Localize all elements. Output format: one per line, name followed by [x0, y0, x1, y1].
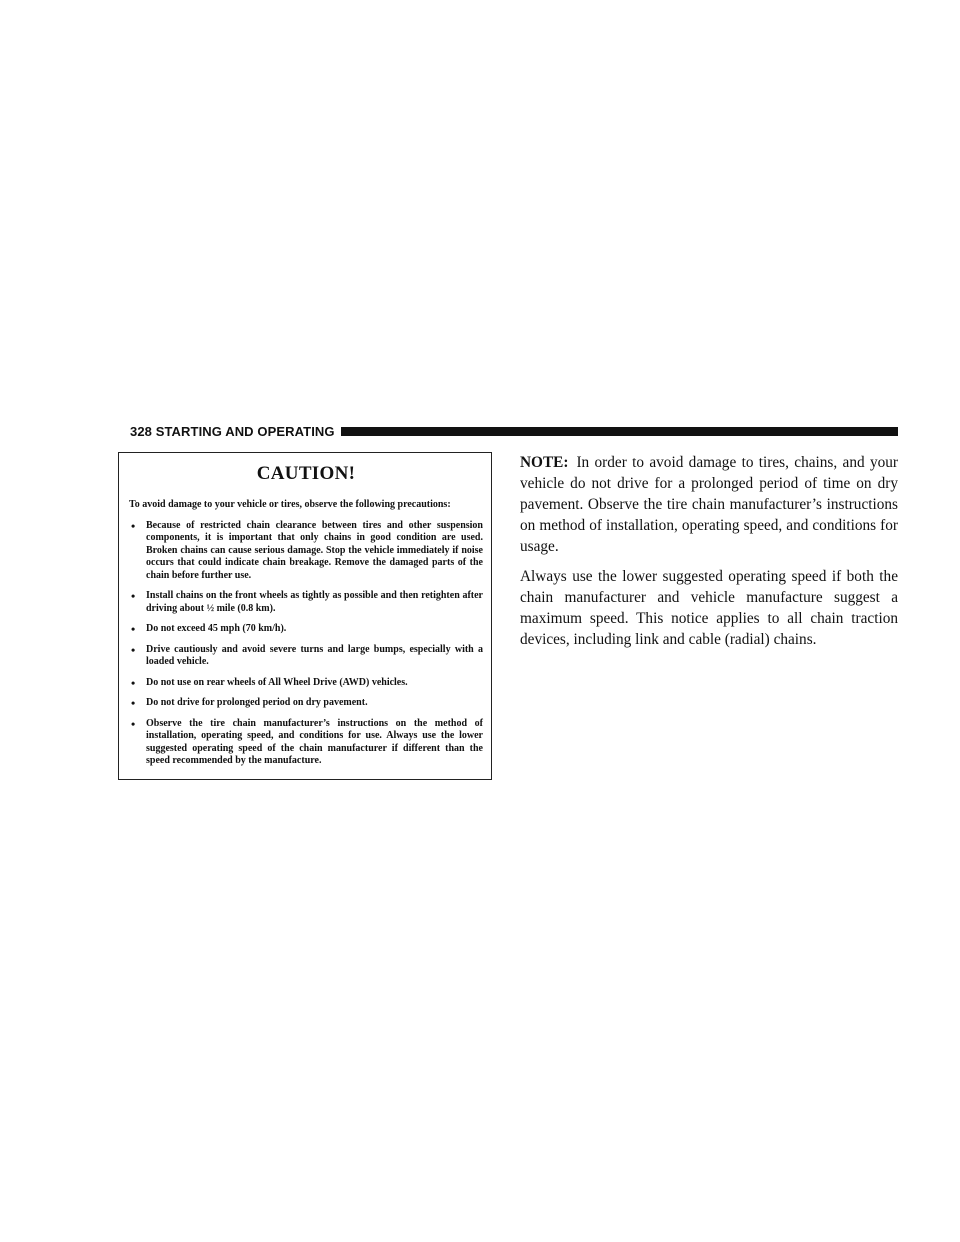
caution-item-text: Drive cautiously and avoid severe turns and large bumps, especially with a loaded vehicle.: [146, 643, 483, 667]
bullet-icon: •: [131, 622, 136, 636]
caution-item: [129, 644, 483, 669]
caution-item: [129, 623, 483, 636]
bullet-icon: •: [131, 589, 136, 603]
caution-item: [129, 520, 483, 583]
bullet-icon: •: [131, 518, 136, 533]
caution-box: [118, 452, 492, 780]
caution-item: [129, 677, 483, 690]
caution-item: [129, 697, 483, 710]
caution-item-text: Observe the tire chain manufacturer’s instructions on the method of installation, operating speed, and conditions for use. Always use the lower suggested operating speed of the chain manufacturer if different than the speed recommended by the manufacture.: [146, 717, 483, 766]
body-text-column: [520, 452, 898, 659]
caution-item-text: Install chains on the front wheels as tightly as possible and then retighten after driving about ½ mile (0.8 km).: [146, 590, 483, 614]
header-rule: [341, 427, 898, 436]
bullet-icon: •: [131, 716, 136, 731]
note-paragraph: [520, 452, 898, 557]
caution-item-text: Do not exceed 45 mph (70 km/h).: [146, 623, 287, 634]
caution-item: [129, 590, 483, 615]
caution-item: [129, 718, 483, 768]
caution-item-text: Because of restricted chain clearance between tires and other suspension components, it is important that only chains in good condition are used. Broken chains can cause serious damage. Stop the vehicle immediately if noise occurs that could indicate chain breakage. Remove the damaged parts of the chain before further use.: [146, 519, 483, 581]
caution-list: [129, 520, 483, 768]
note-text: In order to avoid damage to tires, chains, and your vehicle do not drive for a prolonged period of time on dry pavement. Observe the tire chain manufacturer’s instructions on method of installation, operating speed, and conditions for usage.: [520, 454, 898, 555]
caution-item-text: Do not use on rear wheels of All Wheel Drive (AWD) vehicles.: [146, 676, 408, 688]
bullet-icon: •: [131, 642, 136, 657]
page-header: [130, 420, 898, 442]
bullet-icon: •: [131, 675, 136, 690]
caution-intro: To avoid damage to your vehicle or tires, observe the following precautions:: [129, 499, 451, 510]
page-number-section-title: 328 STARTING AND OPERATING: [130, 423, 335, 439]
caution-item-text: Do not drive for prolonged period on dry pavement.: [146, 697, 368, 708]
body-paragraph: Always use the lower suggested operating speed if both the chain manufacturer and vehicle manufacture suggest a maximum speed. This notice applies to all chain traction devices, including link and cable (radial) chains.: [520, 568, 898, 648]
note-label: NOTE:: [520, 454, 569, 471]
bullet-icon: •: [131, 696, 136, 710]
caution-title: CAUTION!: [256, 463, 356, 484]
